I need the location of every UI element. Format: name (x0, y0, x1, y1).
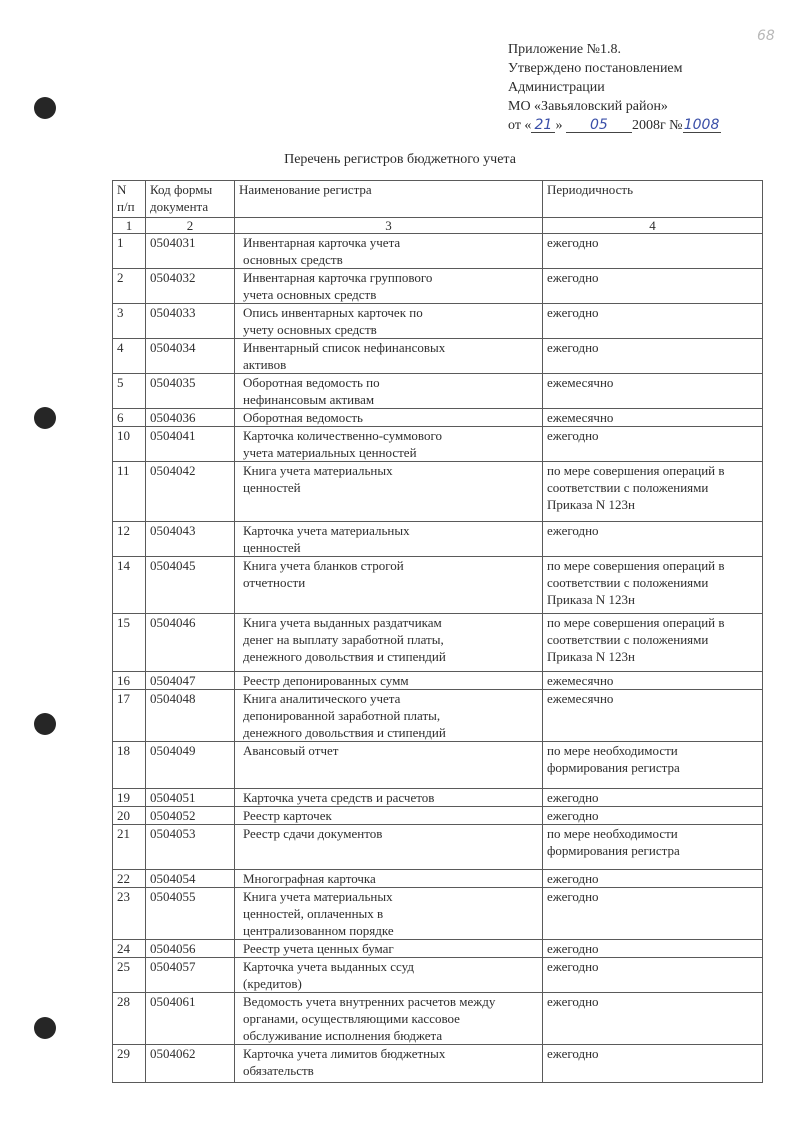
periodicity (543, 993, 763, 1045)
register-name-lines (239, 825, 538, 842)
form-code: 0504055 (146, 888, 235, 940)
register-name-line: Книга учета материальных (243, 889, 393, 904)
table-row (113, 374, 763, 409)
form-code: 0504056 (146, 940, 235, 958)
periodicity-line: ежегодно (547, 235, 599, 250)
register-name-line: централизованном порядке (243, 923, 394, 938)
periodicity (543, 742, 763, 789)
binder-hole (34, 1017, 56, 1039)
table-row (113, 888, 763, 940)
table-row (113, 958, 763, 993)
register-name-lines (239, 427, 538, 461)
row-number: 22 (113, 870, 146, 888)
register-name-line: Реестр сдачи документов (243, 826, 383, 841)
register-name-line: Реестр депонированных сумм (243, 673, 409, 688)
binder-hole (34, 97, 56, 119)
periodicity-line: ежемесячно (547, 673, 614, 688)
periodicity-line: ежегодно (547, 889, 599, 904)
header-text: N (117, 182, 127, 197)
register-name-lines (239, 672, 538, 689)
periodicity-line: ежегодно (547, 305, 599, 320)
form-code: 0504043 (146, 522, 235, 557)
register-name-line: Карточка учета выданных ссуд (243, 959, 414, 974)
register-name-lines (239, 940, 538, 957)
row-number: 4 (113, 339, 146, 374)
form-code: 0504041 (146, 427, 235, 462)
form-code: 0504042 (146, 462, 235, 522)
register-name-line: активов (243, 357, 287, 372)
register-name (235, 374, 543, 409)
periodicity-line: по мере совершения операций в (547, 615, 725, 630)
register-name-line: денежного довольствия и стипендий (243, 649, 446, 664)
form-code: 0504033 (146, 304, 235, 339)
row-number: 18 (113, 742, 146, 789)
table-row (113, 1045, 763, 1083)
register-name (235, 940, 543, 958)
periodicity-line: соответствии с положениями (547, 575, 709, 590)
document-title: Перечень регистров бюджетного учета (284, 152, 516, 167)
register-name-lines (239, 269, 538, 303)
periodicity-line: ежегодно (547, 523, 599, 538)
form-code: 0504049 (146, 742, 235, 789)
form-code: 0504036 (146, 409, 235, 427)
form-code: 0504031 (146, 234, 235, 269)
periodicity (543, 672, 763, 690)
periodicity (543, 304, 763, 339)
register-name (235, 807, 543, 825)
periodicity-line: ежегодно (547, 428, 599, 443)
register-name-line: Ведомость учета внутренних расчетов между (243, 994, 496, 1009)
table-row (113, 269, 763, 304)
register-name-line: Книга аналитического учета (243, 691, 401, 706)
register-name-line: Авансовый отчет (243, 743, 339, 758)
periodicity (543, 888, 763, 940)
column-number-row (113, 218, 763, 234)
periodicity (543, 1045, 763, 1083)
periodicity (543, 789, 763, 807)
approval-line-approved: Утверждено постановлением (508, 61, 683, 76)
register-name-line: Реестр учета ценных бумаг (243, 941, 394, 956)
register-name-lines (239, 234, 538, 268)
register-name (235, 269, 543, 304)
table-row (113, 614, 763, 672)
register-name-line: Инвентарная карточка учета (243, 235, 401, 250)
register-name-line: нефинансовым активам (243, 392, 375, 407)
register-name-line: органами, осуществляющими кассовое (243, 1011, 460, 1026)
table-row (113, 742, 763, 789)
column-number: 2 (146, 218, 235, 234)
register-name-lines (239, 1045, 538, 1079)
register-name (235, 614, 543, 672)
row-number: 19 (113, 789, 146, 807)
register-name-line: Карточка учета материальных (243, 523, 410, 538)
register-name-line: Инвентарный список нефинансовых (243, 340, 446, 355)
header-number (113, 181, 146, 218)
periodicity-line: по мере совершения операций в (547, 558, 725, 573)
row-number: 29 (113, 1045, 146, 1083)
row-number: 21 (113, 825, 146, 870)
form-code: 0504048 (146, 690, 235, 742)
table-row (113, 557, 763, 614)
column-number: 3 (235, 218, 543, 234)
periodicity-line: Приказа N 123н (547, 497, 635, 512)
periodicity (543, 690, 763, 742)
table-row (113, 789, 763, 807)
registers-table (112, 180, 763, 1083)
handwritten-day: 21 (531, 118, 555, 133)
register-name-line: ценностей (243, 480, 301, 495)
register-name-lines (239, 409, 538, 426)
periodicity-line: ежегодно (547, 790, 599, 805)
periodicity (543, 522, 763, 557)
register-name (235, 958, 543, 993)
header-text: Периодичность (547, 182, 634, 197)
register-name-line: учету основных средств (243, 322, 377, 337)
register-name (235, 234, 543, 269)
register-name-line: Оборотная ведомость по (243, 375, 380, 390)
form-code: 0504047 (146, 672, 235, 690)
table-row (113, 234, 763, 269)
periodicity-line: ежегодно (547, 941, 599, 956)
register-name-lines (239, 522, 538, 556)
register-name-lines (239, 304, 538, 338)
register-name-lines (239, 742, 538, 759)
register-name-line: Карточка учета лимитов бюджетных (243, 1046, 446, 1061)
register-name-line: Карточка учета средств и расчетов (243, 790, 435, 805)
register-name (235, 825, 543, 870)
row-number: 15 (113, 614, 146, 672)
register-name (235, 1045, 543, 1083)
approval-line-appendix: Приложение №1.8. (508, 42, 621, 57)
periodicity-line: по мере необходимости (547, 743, 678, 758)
register-name-lines (239, 993, 538, 1044)
handwritten-month: 05 (566, 118, 632, 133)
periodicity (543, 427, 763, 462)
register-name-line: Опись инвентарных карточек по (243, 305, 423, 320)
register-name (235, 304, 543, 339)
periodicity (543, 870, 763, 888)
periodicity (543, 462, 763, 522)
register-name (235, 557, 543, 614)
header-name (235, 181, 543, 218)
periodicity-line: по мере совершения операций в (547, 463, 725, 478)
row-number: 28 (113, 993, 146, 1045)
binder-hole (34, 713, 56, 735)
form-code: 0504046 (146, 614, 235, 672)
form-code: 0504052 (146, 807, 235, 825)
register-name (235, 742, 543, 789)
row-number: 3 (113, 304, 146, 339)
header-text: Код формы (150, 182, 213, 197)
table-row (113, 672, 763, 690)
register-name-line: Книга учета материальных (243, 463, 393, 478)
register-name-lines (239, 870, 538, 887)
register-name-lines (239, 690, 538, 741)
table-row (113, 304, 763, 339)
row-number: 10 (113, 427, 146, 462)
register-name-line: Инвентарная карточка группового (243, 270, 433, 285)
row-number: 5 (113, 374, 146, 409)
binder-hole (34, 407, 56, 429)
row-number: 11 (113, 462, 146, 522)
register-name-line: Реестр карточек (243, 808, 332, 823)
periodicity-line: ежегодно (547, 270, 599, 285)
register-name (235, 888, 543, 940)
header-text: документа (150, 199, 209, 214)
periodicity (543, 269, 763, 304)
table-row (113, 462, 763, 522)
periodicity-line: формирования регистра (547, 760, 680, 775)
register-name (235, 427, 543, 462)
periodicity (543, 825, 763, 870)
table-row (113, 807, 763, 825)
header-code (146, 181, 235, 218)
periodicity (543, 557, 763, 614)
form-code: 0504034 (146, 339, 235, 374)
column-number: 4 (543, 218, 763, 234)
periodicity (543, 339, 763, 374)
row-number: 24 (113, 940, 146, 958)
register-name-line: денежного довольствия и стипендий (243, 725, 446, 740)
periodicity (543, 409, 763, 427)
periodicity (543, 958, 763, 993)
periodicity-line: ежемесячно (547, 691, 614, 706)
periodicity-line: соответствии с положениями (547, 480, 709, 495)
column-number: 1 (113, 218, 146, 234)
periodicity-line: соответствии с положениями (547, 632, 709, 647)
register-name-lines (239, 557, 538, 591)
register-name-lines (239, 339, 538, 373)
register-name (235, 789, 543, 807)
periodicity (543, 234, 763, 269)
row-number: 20 (113, 807, 146, 825)
periodicity-line: Приказа N 123н (547, 592, 635, 607)
form-code: 0504062 (146, 1045, 235, 1083)
register-name (235, 339, 543, 374)
row-number: 23 (113, 888, 146, 940)
register-name-lines (239, 807, 538, 824)
register-name-line: ценностей (243, 540, 301, 555)
register-name-lines (239, 789, 538, 806)
handwritten-number: 1008 (683, 117, 720, 133)
table-row (113, 522, 763, 557)
row-number: 1 (113, 234, 146, 269)
table-row (113, 870, 763, 888)
form-code: 0504051 (146, 789, 235, 807)
form-code: 0504061 (146, 993, 235, 1045)
periodicity-line: ежегодно (547, 808, 599, 823)
header-row (113, 181, 763, 218)
date-mid: » (555, 118, 563, 133)
form-code: 0504045 (146, 557, 235, 614)
periodicity-line: ежегодно (547, 959, 599, 974)
register-name-line: (кредитов) (243, 976, 302, 991)
register-name-line: обслуживание исполнения бюджета (243, 1028, 443, 1043)
form-code: 0504054 (146, 870, 235, 888)
register-name-line: обязательств (243, 1063, 314, 1078)
form-code: 0504053 (146, 825, 235, 870)
register-name-line: отчетности (243, 575, 306, 590)
header-text: Наименование регистра (239, 182, 372, 197)
date-prefix: от « (508, 118, 532, 133)
periodicity-line: ежегодно (547, 871, 599, 886)
register-name-lines (239, 614, 538, 665)
register-name-lines (239, 374, 538, 408)
register-name-lines (239, 462, 538, 496)
periodicity-line: ежегодно (547, 994, 599, 1009)
register-name (235, 409, 543, 427)
periodicity-line: ежегодно (547, 1046, 599, 1061)
register-name (235, 993, 543, 1045)
periodicity (543, 374, 763, 409)
register-name (235, 462, 543, 522)
periodicity (543, 807, 763, 825)
register-name (235, 870, 543, 888)
row-number: 6 (113, 409, 146, 427)
table-row (113, 427, 763, 462)
table-row (113, 690, 763, 742)
register-name-line: ценностей, оплаченных в (243, 906, 384, 921)
table-row (113, 339, 763, 374)
row-number: 12 (113, 522, 146, 557)
register-name-line: Оборотная ведомость (243, 410, 363, 425)
register-name-line: учета основных средств (243, 287, 377, 302)
periodicity-line: ежемесячно (547, 375, 614, 390)
approval-stamp (508, 40, 721, 135)
year-text: 2008г № (631, 118, 683, 133)
approval-line-municipality: МО «Завьяловский район» (508, 99, 668, 114)
periodicity-line: ежемесячно (547, 410, 614, 425)
register-name-lines (239, 958, 538, 992)
periodicity (543, 614, 763, 672)
row-number: 14 (113, 557, 146, 614)
row-number: 25 (113, 958, 146, 993)
periodicity-line: по мере необходимости (547, 826, 678, 841)
register-name (235, 690, 543, 742)
table-row (113, 825, 763, 870)
periodicity (543, 940, 763, 958)
register-name-line: Многографная карточка (243, 871, 376, 886)
register-name (235, 672, 543, 690)
register-name-line: учета материальных ценностей (243, 445, 417, 460)
periodicity-line: Приказа N 123н (547, 649, 635, 664)
row-number: 17 (113, 690, 146, 742)
approval-line-administration: Администрации (508, 80, 605, 95)
form-code: 0504032 (146, 269, 235, 304)
row-number: 16 (113, 672, 146, 690)
table-row (113, 940, 763, 958)
register-name-line: Книга учета выданных раздатчикам (243, 615, 442, 630)
header-period (543, 181, 763, 218)
register-name-line: основных средств (243, 252, 343, 267)
periodicity-line: ежегодно (547, 340, 599, 355)
approval-date-line (508, 116, 721, 135)
register-name-lines (239, 888, 538, 939)
register-name (235, 522, 543, 557)
table-row (113, 409, 763, 427)
table-row (113, 993, 763, 1045)
row-number: 2 (113, 269, 146, 304)
periodicity-line: формирования регистра (547, 843, 680, 858)
form-code: 0504035 (146, 374, 235, 409)
register-name-line: денег на выплату заработной платы, (243, 632, 444, 647)
register-name-line: депонированной заработной платы, (243, 708, 441, 723)
register-name-line: Книга учета бланков строгой (243, 558, 404, 573)
form-code: 0504057 (146, 958, 235, 993)
handwritten-page-number: 68 (757, 28, 775, 44)
register-name-line: Карточка количественно-суммового (243, 428, 442, 443)
header-text: п/п (117, 199, 135, 214)
